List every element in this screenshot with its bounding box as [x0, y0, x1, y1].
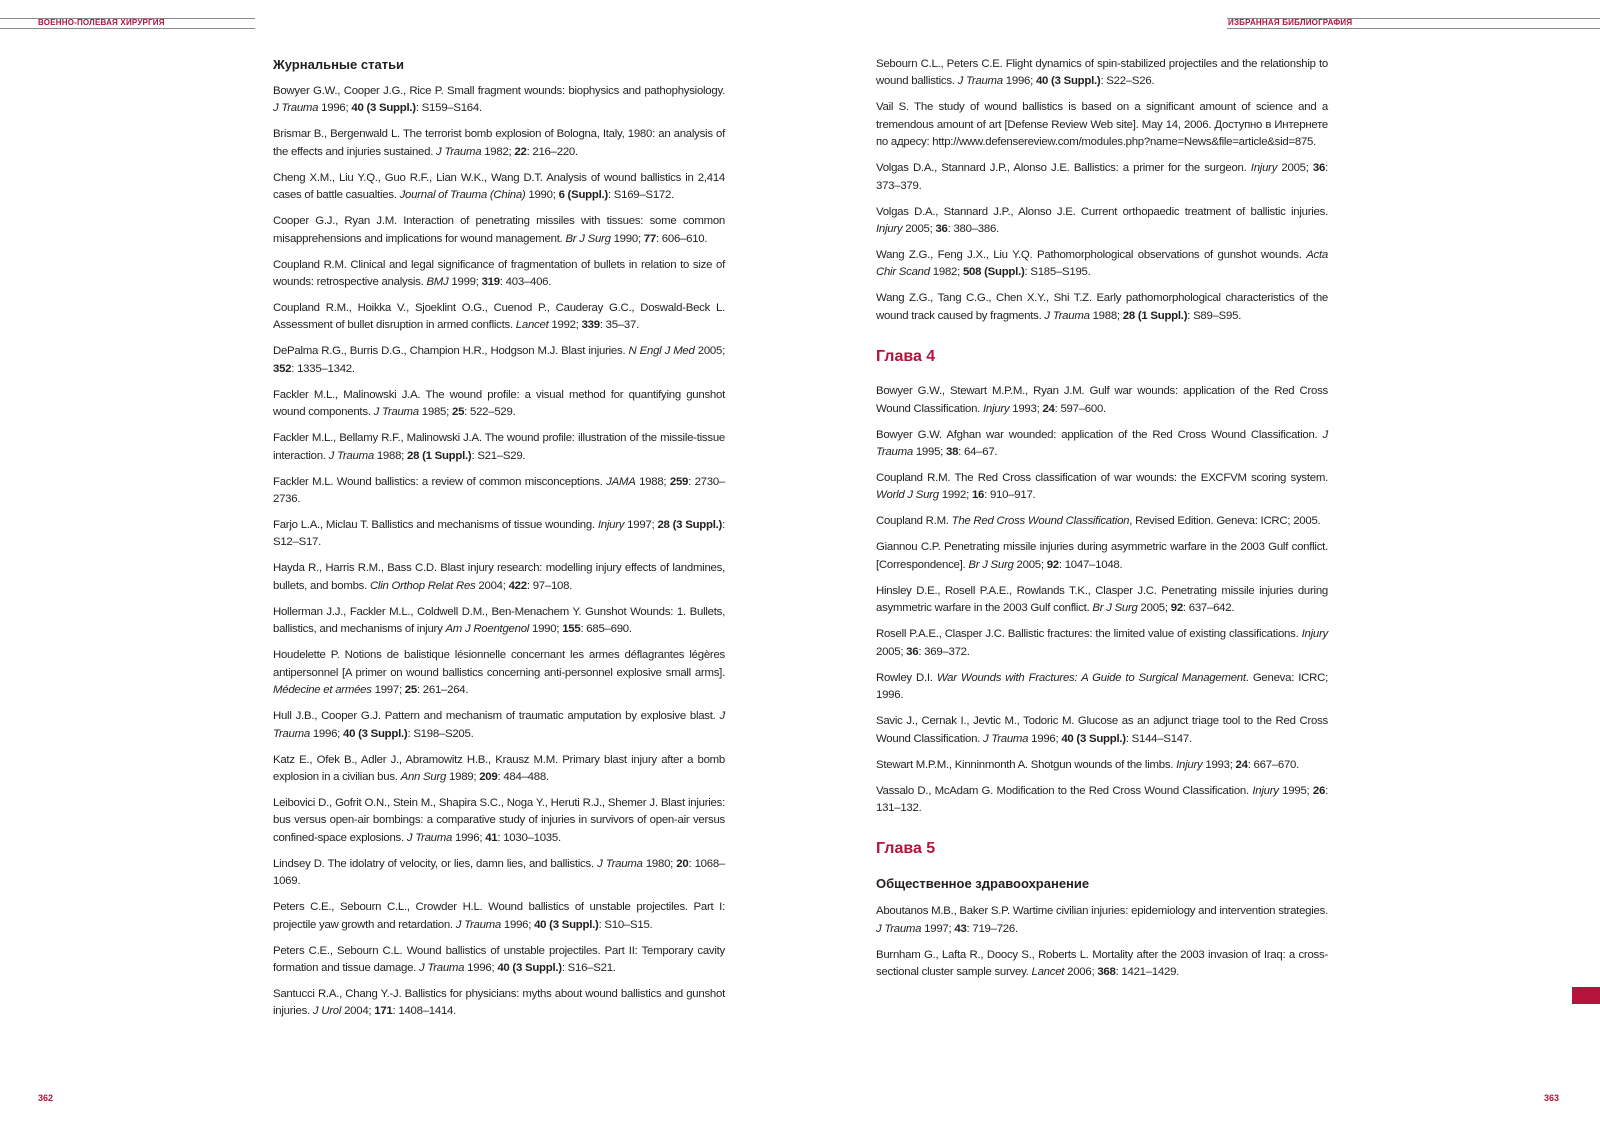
- reference-year: 1989;: [446, 770, 480, 783]
- reference-pages: : 97–108.: [526, 579, 573, 592]
- reference-authors-title: Fackler M.L., Malinowski J.A. The wound profile: a visual method for quantifying gunshot wound components.: [273, 388, 725, 419]
- reference-pages: : S198–S205.: [407, 727, 474, 740]
- reference-entry: [273, 795, 725, 847]
- reference-entry: [273, 517, 725, 552]
- reference-year: 1992;: [548, 319, 582, 332]
- reference-entry: [273, 986, 725, 1021]
- reference-pages: : 685–690.: [580, 623, 632, 636]
- reference-entry: [273, 126, 725, 161]
- reference-volume: 41: [485, 831, 498, 844]
- reference-authors-title: Katz E., Ofek B., Adler J., Abramowitz H.B., Krausz M.M. Primary blast injury after a bomb explosion in a civilian bus.: [273, 753, 725, 783]
- reference-authors-title: Houdelette P. Notions de balistique lésionnelle concernant les armes déflagrantes légères antipersonnel [A primer on wound ballistics concerning anti-personnel explosive small arms].: [273, 649, 725, 679]
- reference-pages: : S16–S21.: [561, 961, 616, 974]
- reference-entry: [273, 474, 725, 509]
- reference-volume: 24: [1235, 758, 1248, 771]
- reference-year: 1995;: [1278, 784, 1313, 797]
- chapter-5-heading: Глава 5: [876, 840, 936, 858]
- reference-volume: 40 (3 Suppl.): [497, 961, 562, 974]
- reference-entry: [876, 427, 1328, 462]
- reference-year: 2005;: [1013, 558, 1047, 571]
- reference-volume: 38: [946, 446, 959, 459]
- reference-authors-title: Aboutanos M.B., Baker S.P. Wartime civilian injuries: epidemiology and intervention strategies.: [876, 905, 1328, 918]
- reference-volume: 22: [514, 145, 527, 158]
- reference-journal: J Trauma: [273, 102, 319, 115]
- reference-entry: [273, 343, 725, 378]
- reference-entry: [273, 213, 725, 248]
- reference-entry: [876, 56, 1328, 91]
- reference-journal: Injury: [982, 402, 1010, 415]
- reference-volume: 77: [643, 232, 656, 245]
- reference-volume: 92: [1170, 602, 1183, 615]
- reference-journal: J Trauma: [328, 449, 374, 462]
- reference-authors-title: Volgas D.A., Stannard J.P., Alonso J.E. Current orthopaedic treatment of ballistic injuries.: [876, 205, 1328, 218]
- reference-pages: : S12–S17.: [273, 519, 725, 549]
- reference-volume: 368: [1097, 966, 1116, 979]
- reference-year: 2005;: [1137, 602, 1171, 615]
- reference-journal: World J Surg: [876, 489, 939, 502]
- reference-pages: : 131–132.: [876, 784, 1328, 814]
- reference-authors-title: Vail S. The study of wound ballistics is based on a significant amount of science and a tremendous amount of art [Defense Review Web site]. May 14, 2006. Доступно в Интернете по адресу: http://www.defensereview.com/modules.php?name=News&file=article&sid=875.: [876, 101, 1328, 149]
- reference-pages: : 1335–1342.: [291, 362, 355, 375]
- reference-pages: : 1408–1414.: [392, 1005, 457, 1018]
- reference-pages: : 719–726.: [966, 922, 1018, 935]
- reference-entry: [876, 290, 1328, 325]
- page-number-left: 362: [38, 1093, 54, 1103]
- reference-entry: [273, 560, 725, 595]
- reference-year: 1993;: [1202, 758, 1236, 771]
- reference-authors-title: Rosell P.A.E., Clasper J.C. Ballistic fractures: the limited value of existing classifications.: [876, 628, 1302, 641]
- reference-journal: J Trauma: [455, 918, 501, 931]
- reference-journal: N Engl J Med: [628, 345, 695, 358]
- reference-pages: : S185–S195.: [1024, 266, 1091, 279]
- reference-authors-title: Cooper G.J., Ryan J.M. Interaction of penetrating missiles with tissues: some common misapprehensions and implications for wound management.: [273, 215, 725, 245]
- reference-journal: J Trauma: [373, 406, 419, 419]
- reference-volume: 92: [1046, 558, 1059, 571]
- reference-year: 1980;: [642, 857, 677, 870]
- reference-journal: The Red Cross Wound Classification: [951, 515, 1130, 528]
- reference-volume: 28 (3 Suppl.): [657, 519, 723, 532]
- reference-year: 1996;: [452, 831, 486, 844]
- reference-authors-title: Farjo L.A., Miclau T. Ballistics and mechanisms of tissue wounding.: [273, 519, 598, 532]
- reference-year: 1988;: [373, 449, 407, 462]
- reference-year: . Geneva: ICRC; 1996.: [876, 671, 1328, 702]
- reference-pages: : 667–670.: [1247, 758, 1300, 771]
- reference-authors-title: Coupland R.M.: [876, 515, 952, 528]
- reference-entry: [273, 170, 725, 205]
- reference-authors-title: Fackler M.L. Wound ballistics: a review of common misconceptions.: [273, 475, 607, 488]
- reference-entry: [876, 513, 1328, 530]
- reference-journal: Médecine et armées: [273, 684, 372, 697]
- reference-volume: 508 (Suppl.): [962, 266, 1025, 279]
- reference-volume: 26: [1312, 784, 1326, 797]
- reference-pages: : 910–917.: [984, 489, 1036, 502]
- reference-journal: J Trauma: [273, 710, 725, 740]
- reference-entry: [273, 257, 725, 292]
- reference-authors-title: Hinsley D.E., Rosell P.A.E., Rowlands T.K., Clasper J.C. Penetrating missile injuries during asymmetric warfare in the 2003 Gulf conflict.: [876, 584, 1328, 615]
- reference-year: 1982;: [929, 266, 963, 279]
- reference-authors-title: Bowyer G.W., Cooper J.G., Rice P. Small fragment wounds: biophysics and pathophysiology.: [273, 85, 725, 97]
- reference-volume: 422: [508, 579, 527, 592]
- reference-entry: [273, 647, 725, 699]
- reference-entry: [273, 708, 725, 743]
- reference-authors-title: Coupland R.M., Hoikka V., Sjoeklint O.G., Cuenod P., Cauderay G.C., Doswald-Beck L. Assessment of bullet disruption in armed conflicts.: [273, 302, 725, 332]
- reference-journal: Lancet: [1031, 966, 1065, 979]
- reference-pages: : 216–220.: [526, 145, 578, 158]
- reference-pages: : 606–610.: [655, 232, 708, 245]
- reference-volume: 40 (3 Suppl.): [534, 918, 599, 931]
- reference-pages: : 2730–2736.: [273, 475, 725, 506]
- reference-journal: J Trauma: [876, 428, 1328, 459]
- reference-authors-title: Hull J.B., Cooper G.J. Pattern and mechanism of traumatic amputation by explosive blast.: [273, 710, 720, 723]
- reference-pages: : S169–S172.: [607, 189, 674, 202]
- reference-volume: 25: [451, 406, 465, 419]
- reference-pages: : 35–37.: [599, 319, 640, 332]
- reference-authors-title: Wang Z.G., Tang C.G., Chen X.Y., Shi T.Z. Early pathomorphological characteristics of the wound track caused by fragments.: [876, 292, 1328, 322]
- reference-year: 1982;: [481, 145, 515, 158]
- left-page-column: [273, 56, 725, 1029]
- reference-journal: J Trauma: [957, 75, 1003, 88]
- section-subheading-journal-articles: Журнальные статьи: [273, 57, 405, 72]
- reference-year: 1996;: [501, 918, 535, 931]
- reference-volume: 209: [479, 770, 498, 783]
- reference-list-chapter-5: [876, 903, 1328, 981]
- reference-entry: [876, 583, 1328, 618]
- reference-entry: [273, 752, 725, 787]
- reference-entry: [876, 204, 1328, 239]
- reference-pages: : 403–406.: [499, 276, 552, 289]
- reference-pages: : 522–529.: [464, 406, 516, 419]
- reference-pages: : 637–642.: [1182, 602, 1235, 615]
- reference-journal: Injury: [876, 223, 903, 236]
- reference-entry: [876, 626, 1328, 661]
- reference-list-right-top: [876, 56, 1328, 325]
- reference-pages: : 1047–1048.: [1058, 558, 1123, 571]
- reference-journal: Journal of Trauma (China): [399, 189, 526, 202]
- reference-volume: 40 (3 Suppl.): [351, 102, 416, 115]
- reference-year: 1990;: [610, 232, 644, 245]
- reference-authors-title: Cheng X.M., Liu Y.Q., Guo R.F., Lian W.K., Wang D.T. Analysis of wound ballistics in 2,414 cases of battle casualties.: [273, 171, 725, 202]
- header-rule-left-bottom: [0, 28, 255, 29]
- reference-entry: [876, 99, 1328, 151]
- reference-pages: : S89–S95.: [1187, 309, 1242, 322]
- reference-pages: : 373–379.: [876, 162, 1328, 192]
- reference-year: 1996;: [309, 727, 343, 740]
- reference-journal: JAMA: [606, 475, 636, 488]
- reference-volume: 36: [935, 223, 948, 236]
- reference-authors-title: Peters C.E., Sebourn C.L., Crowder H.L. Wound ballistics of unstable projectiles. Part I: projectile yaw growth and retardation.: [273, 901, 725, 931]
- reference-authors-title: Vassalo D., McAdam G. Modification to the Red Cross Wound Classification.: [876, 784, 1253, 797]
- chapter-4-heading: Глава 4: [876, 348, 936, 366]
- reference-journal: Lancet: [515, 319, 549, 332]
- reference-pages: : 369–372.: [918, 645, 970, 658]
- reference-entry: [273, 943, 725, 978]
- reference-year: 1996;: [464, 961, 498, 974]
- reference-journal: J Urol: [312, 1005, 342, 1018]
- reference-volume: 339: [581, 319, 600, 332]
- reference-year: 1996;: [1028, 732, 1062, 745]
- reference-authors-title: Stewart M.P.M., Kinninmonth A. Shotgun wounds of the limbs.: [876, 758, 1177, 771]
- reference-volume: 43: [954, 922, 967, 935]
- reference-year: 1997;: [371, 684, 405, 697]
- header-rule-right-bottom: [1227, 28, 1600, 29]
- reference-authors-title: Coupland R.M. The Red Cross classification of war wounds: the EXCFVM scoring system.: [876, 472, 1328, 485]
- reference-journal: Br J Surg: [565, 232, 611, 245]
- reference-pages: : 484–488.: [497, 770, 549, 783]
- reference-year: 2005;: [876, 645, 907, 658]
- reference-entry: [273, 430, 725, 465]
- reference-volume: 40 (3 Suppl.): [1035, 75, 1101, 88]
- reference-volume: 171: [374, 1005, 393, 1018]
- page-number-right: 363: [1544, 1093, 1560, 1103]
- reference-year: 2005;: [694, 345, 726, 358]
- reference-authors-title: Giannou C.P. Penetrating missile injuries during asymmetric warfare in the 2003 Gulf conflict. [Correspondence].: [876, 541, 1328, 571]
- reference-volume: 319: [481, 276, 500, 289]
- reference-volume: 40 (3 Suppl.): [343, 727, 408, 740]
- reference-entry: [273, 604, 725, 639]
- reference-year: 1997;: [921, 922, 955, 935]
- reference-journal: Br J Surg: [968, 558, 1014, 571]
- reference-journal: Ann Surg: [400, 770, 447, 783]
- reference-entry: [876, 160, 1328, 195]
- reference-entry: [273, 856, 725, 891]
- reference-journal: J Trauma: [436, 145, 482, 158]
- reference-volume: 259: [669, 475, 689, 488]
- reference-authors-title: DePalma R.G., Burris D.G., Champion H.R., Hodgson M.J. Blast injuries.: [273, 345, 629, 358]
- reference-entry: [876, 539, 1328, 574]
- thumb-tab-marker: [1572, 987, 1600, 1004]
- reference-entry: [273, 83, 725, 118]
- reference-volume: 16: [971, 489, 985, 502]
- reference-pages: : S22–S26.: [1100, 75, 1155, 88]
- reference-authors-title: Wang Z.G., Feng J.X., Liu Y.Q. Pathomorphological observations of gunshot wounds.: [876, 249, 1307, 262]
- reference-journal: Injury: [1250, 162, 1278, 175]
- reference-year: 1997;: [624, 519, 658, 532]
- reference-volume: 20: [676, 857, 689, 870]
- reference-entry: [876, 470, 1328, 505]
- reference-authors-title: Bowyer G.W., Stewart M.P.M., Ryan J.M. Gulf war wounds: application of the Red Cross Wound Classification.: [876, 385, 1328, 415]
- reference-entry: [273, 899, 725, 934]
- reference-authors-title: Burnham G., Lafta R., Doocy S., Roberts L. Mortality after the 2003 invasion of Iraq: a cross-sectional cluster sample survey.: [876, 948, 1328, 979]
- reference-year: 1996;: [318, 102, 352, 115]
- reference-journal: Br J Surg: [1092, 602, 1138, 615]
- reference-journal: Injury: [1301, 628, 1328, 641]
- reference-entry: [876, 903, 1328, 938]
- reference-authors-title: Leibovici D., Gofrit O.N., Stein M., Shapira S.C., Noga Y., Heruti R.J., Shemer J. Blast injuries: bus versus open-air bombings: a comparative study of injuries in survivors of open-air versus confined-space explosions.: [273, 796, 725, 844]
- reference-pages: : S159–S164.: [415, 102, 482, 115]
- reference-authors-title: Hayda R., Harris R.M., Bass C.D. Blast injury research: modelling injury effects of landmines, bullets, and bombs.: [273, 562, 725, 592]
- reference-pages: : 261–264.: [416, 684, 469, 697]
- reference-journal: J Trauma: [1044, 309, 1090, 322]
- reference-entry: [876, 713, 1328, 748]
- reference-authors-title: Lindsey D. The idolatry of velocity, or lies, damn lies, and ballistics.: [273, 857, 598, 870]
- reference-journal: Injury: [597, 519, 625, 532]
- reference-authors-title: Fackler M.L., Bellamy R.F., Malinowski J.A. The wound profile: illustration of the missile-tissue interaction.: [273, 432, 725, 462]
- reference-year: 1985;: [418, 406, 452, 419]
- reference-year: 1988;: [635, 475, 670, 488]
- reference-entry: [876, 383, 1328, 418]
- reference-year: 2004;: [475, 579, 509, 592]
- reference-journal: War Wounds with Fractures: A Guide to Surgical Management: [936, 671, 1246, 684]
- reference-volume: 6 (Suppl.): [558, 189, 608, 202]
- reference-list-left: [273, 83, 725, 1021]
- reference-year: 1996;: [1002, 75, 1036, 88]
- reference-journal: Am J Roentgenol: [445, 623, 530, 636]
- reference-authors-title: Bowyer G.W. Afghan war wounded: application of the Red Cross Wound Classification.: [876, 428, 1323, 441]
- reference-journal: BMJ: [426, 276, 449, 289]
- reference-authors-title: Volgas D.A., Stannard J.P., Alonso J.E. Ballistics: a primer for the surgeon.: [876, 162, 1251, 175]
- reference-journal: Acta Chir Scand: [876, 249, 1328, 279]
- reference-year: 1995;: [912, 446, 946, 459]
- reference-year: 1992;: [938, 489, 972, 502]
- reference-volume: 352: [273, 362, 292, 375]
- reference-authors-title: Peters C.E., Sebourn C.L. Wound ballistics of unstable projectiles. Part II: Temporary cavity formation and tissue damage.: [273, 944, 725, 974]
- reference-entry: [876, 757, 1328, 774]
- reference-journal: Injury: [1252, 784, 1279, 797]
- running-head-right: ИЗБРАННАЯ БИБЛИОГРАФИЯ: [1228, 18, 1353, 27]
- reference-entry: [273, 300, 725, 335]
- reference-list-chapter-4: [876, 383, 1328, 817]
- reference-volume: 40 (3 Suppl.): [1061, 732, 1126, 745]
- reference-authors-title: Sebourn C.L., Peters C.E. Flight dynamics of spin-stabilized projectiles and the relationship to wound ballistics.: [876, 58, 1328, 88]
- reference-journal: J Trauma: [406, 831, 453, 844]
- reference-authors-title: Coupland R.M. Clinical and legal significance of fragmentation of bullets in relation to size of wounds: retrospective analysis.: [273, 258, 725, 289]
- reference-year: 2005;: [902, 223, 936, 236]
- reference-volume: 28 (1 Suppl.): [407, 449, 472, 462]
- reference-pages: : S144–S147.: [1125, 732, 1192, 745]
- reference-pages: : 1068–1069.: [273, 857, 725, 888]
- reference-volume: 25: [404, 684, 417, 697]
- reference-journal: J Trauma: [876, 922, 922, 935]
- running-head-left: ВОЕННО-ПОЛЕВАЯ ХИРУРГИЯ: [38, 18, 165, 27]
- reference-journal: J Trauma: [982, 732, 1029, 745]
- reference-pages: : 380–386.: [947, 223, 999, 236]
- reference-entry: [273, 387, 725, 422]
- reference-entry: [876, 947, 1328, 982]
- reference-pages: : S21–S29.: [471, 449, 526, 462]
- right-page-column: [876, 56, 1328, 990]
- reference-entry: [876, 247, 1328, 282]
- reference-year: 2005;: [1277, 162, 1313, 175]
- reference-journal: J Trauma: [597, 857, 643, 870]
- reference-pages: : S10–S15.: [598, 918, 653, 931]
- reference-volume: 36: [1312, 162, 1326, 175]
- reference-entry: [876, 670, 1328, 705]
- reference-year: 1990;: [529, 623, 563, 636]
- reference-pages: : 597–600.: [1054, 402, 1106, 415]
- reference-pages: : 1030–1035.: [497, 831, 561, 844]
- reference-authors-title: Rowley D.I.: [876, 671, 937, 684]
- reference-pages: : 64–67.: [958, 446, 998, 459]
- reference-authors-title: Hollerman J.J., Fackler M.L., Coldwell D.M., Ben-Menachem Y. Gunshot Wounds: 1. Bullets, ballistics, and mechanisms of injury: [273, 605, 725, 636]
- reference-entry: [876, 783, 1328, 818]
- reference-year: 1988;: [1089, 309, 1123, 322]
- reference-year: 1993;: [1009, 402, 1043, 415]
- reference-journal: J Trauma: [418, 961, 465, 974]
- reference-year: 2004;: [341, 1005, 375, 1018]
- reference-year: 2006;: [1064, 966, 1098, 979]
- reference-volume: 28 (1 Suppl.): [1122, 309, 1188, 322]
- reference-volume: 155: [562, 623, 581, 636]
- reference-journal: Injury: [1176, 758, 1203, 771]
- reference-authors-title: Santucci R.A., Chang Y.-J. Ballistics for physicians: myths about wound ballistics and gunshot injuries.: [273, 987, 725, 1018]
- reference-volume: 24: [1042, 402, 1055, 415]
- reference-year: 1990;: [525, 189, 559, 202]
- reference-authors-title: Savic J., Cernak I., Jevtic M., Todoric M. Glucose as an adjunct triage tool to the Red Cross Wound Classification.: [876, 715, 1328, 745]
- reference-year: , Revised Edition. Geneva: ICRC; 2005.: [1129, 515, 1321, 528]
- reference-journal: Clin Orthop Relat Res: [369, 579, 476, 592]
- reference-year: 1999;: [448, 276, 482, 289]
- reference-authors-title: Brismar B., Bergenwald L. The terrorist bomb explosion of Bologna, Italy, 1980: an analysis of the effects and injuries sustained.: [273, 128, 725, 158]
- reference-pages: : 1421–1429.: [1115, 966, 1180, 979]
- section-subheading-public-health: Общественное здравоохранение: [876, 876, 1090, 892]
- reference-volume: 36: [906, 645, 919, 658]
